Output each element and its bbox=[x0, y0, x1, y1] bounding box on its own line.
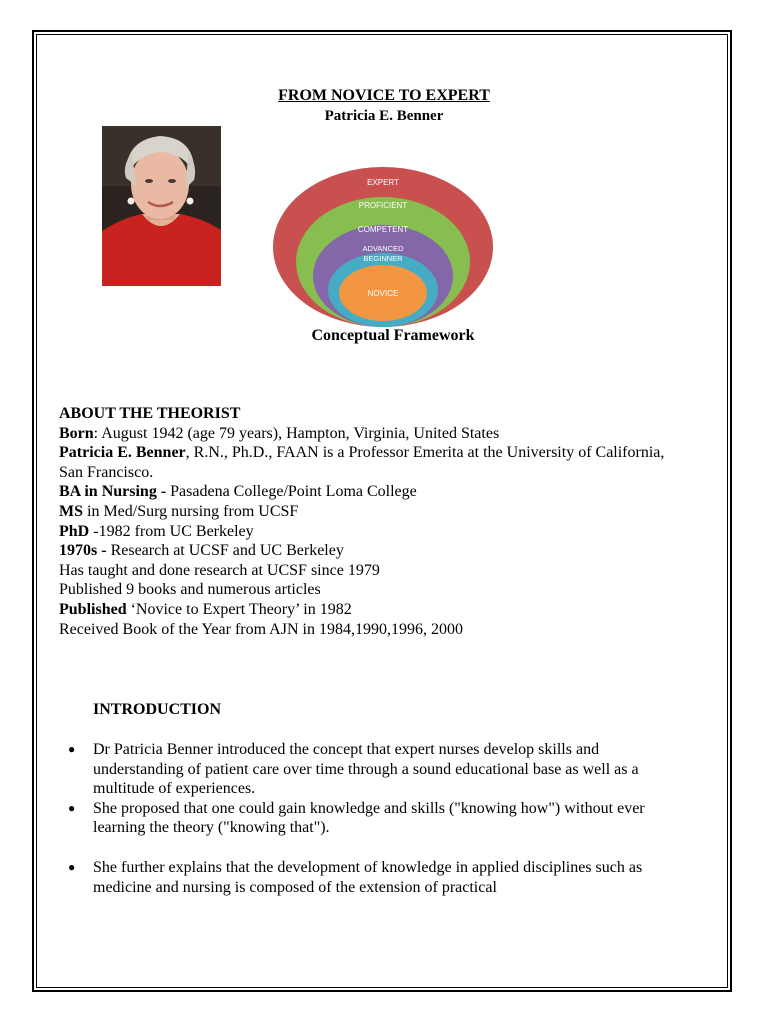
page-title: FROM NOVICE TO EXPERT bbox=[278, 87, 490, 104]
bullet-icon: ● bbox=[68, 859, 76, 874]
ms-line: MS in Med/Surg nursing from UCSF bbox=[59, 502, 299, 520]
born-line: Born: August 1942 (age 79 years), Hampton, Virginia, United States bbox=[59, 424, 500, 442]
novice-label: NOVICE bbox=[367, 289, 399, 298]
list-item: ● She further explains that the development of knowledge in applied disciplines such as medicine and nursing is composed of the extension of practical bbox=[68, 858, 643, 896]
bullet-icon: ● bbox=[68, 800, 76, 815]
published-line: Published ‘Novice to Expert Theory’ in 1982 bbox=[59, 600, 352, 618]
name-line: Patricia E. Benner, R.N., Ph.D., FAAN is a Professor Emerita at the University of California, San Francisco. bbox=[59, 444, 665, 481]
portrait-photo bbox=[102, 126, 221, 286]
introduction-list bbox=[66, 740, 676, 897]
about-heading: ABOUT THE THEORIST bbox=[59, 405, 241, 422]
framework-diagram bbox=[272, 166, 494, 328]
books-line: Published 9 books and numerous articles bbox=[59, 581, 321, 599]
phd-line: PhD -1982 from UC Berkeley bbox=[59, 522, 254, 540]
research-line: 1970s - Research at UCSF and UC Berkeley bbox=[59, 542, 344, 560]
page-subtitle: Patricia E. Benner bbox=[324, 108, 444, 124]
proficient-label: PROFICIENT bbox=[358, 201, 408, 210]
about-section bbox=[59, 404, 679, 639]
award-line: Received Book of the Year from AJN in 1984,1990,1996, 2000 bbox=[59, 620, 463, 638]
ba-line: BA in Nursing - Pasadena College/Point Loma College bbox=[59, 483, 417, 501]
introduction-heading: INTRODUCTION bbox=[93, 701, 222, 718]
advanced-label: ADVANCED bbox=[362, 244, 404, 253]
diagram-caption: Conceptual Framework bbox=[311, 327, 475, 344]
list-item: ● Dr Patricia Benner introduced the concept that expert nurses develop skills and understanding of patient care over time through a sound educational base as well as a multitude of experiences. bbox=[68, 741, 639, 798]
list-item: ● She proposed that one could gain knowledge and skills ("knowing how") without ever learning the theory ("knowing that"). bbox=[68, 799, 645, 837]
expert-label: EXPERT bbox=[367, 178, 399, 187]
beginner-label: BEGINNER bbox=[363, 254, 403, 263]
taught-line: Has taught and done research at UCSF since 1979 bbox=[59, 561, 380, 579]
bullet-icon: ● bbox=[68, 742, 76, 756]
competent-label: COMPETENT bbox=[357, 225, 409, 234]
